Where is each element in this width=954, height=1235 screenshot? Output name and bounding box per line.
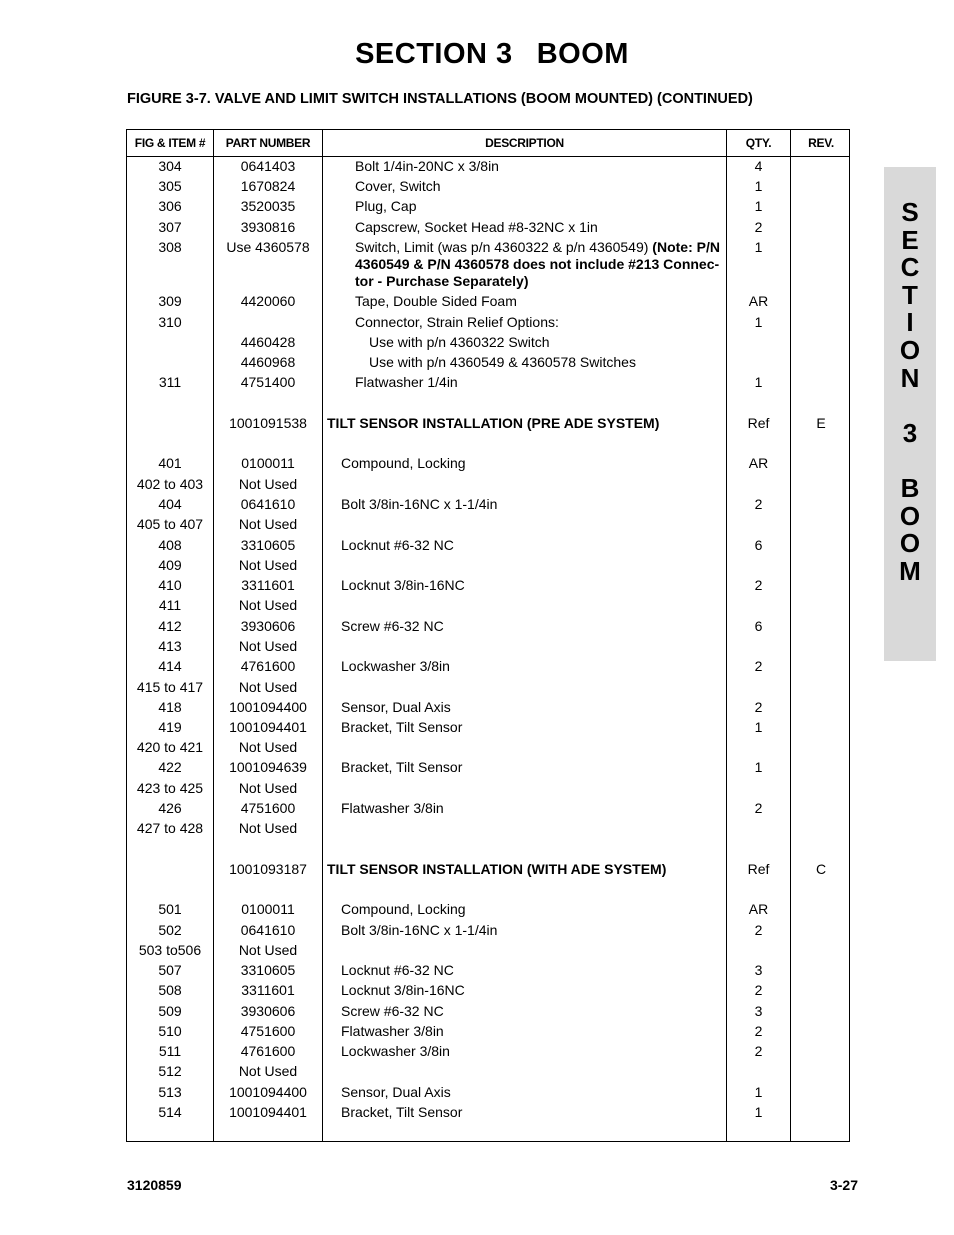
part-number-cell: 1001091538 (229, 415, 307, 431)
fig-item-cell: 309 (158, 293, 182, 309)
description-text: Use with p/n 4360322 Switch (369, 334, 550, 350)
fig-item-cell: 411 (158, 597, 182, 613)
description-cell (323, 1043, 723, 1060)
side-tab-letter: 3 (902, 417, 918, 448)
fig-item-cell: 514 (158, 1104, 182, 1120)
description-cell (323, 455, 723, 472)
description-cell (323, 861, 723, 878)
part-number-cell: 0100011 (241, 901, 295, 917)
fig-item-cell: 304 (158, 158, 182, 174)
header-qty: QTY. (745, 136, 772, 150)
part-number-cell: 4761600 (240, 658, 296, 674)
qty-cell: 1 (754, 239, 763, 255)
description-text: Cover, Switch (355, 178, 441, 194)
description-text: TILT SENSOR INSTALLATION (PRE ADE SYSTEM) (327, 415, 660, 431)
description-cell (323, 759, 723, 776)
description-cell (323, 658, 723, 675)
section-title (0, 38, 954, 71)
fig-item-cell: 512 (158, 1063, 182, 1079)
part-number-cell: Not Used (238, 638, 298, 654)
description-cell (323, 496, 723, 513)
fig-item-cell: 310 (158, 314, 182, 330)
part-number-cell: 4420060 (240, 293, 296, 309)
section-subject: BOOM (536, 38, 629, 70)
part-number-cell: Not Used (238, 557, 298, 573)
header-part-number: PART NUMBER (225, 136, 311, 150)
part-number-cell: Not Used (238, 739, 298, 755)
fig-item-cell: 502 (158, 922, 182, 938)
fig-item-cell: 412 (158, 618, 182, 634)
side-tab-letter: O (899, 528, 921, 559)
side-tab-letter: O (899, 500, 921, 531)
description-text: TILT SENSOR INSTALLATION (WITH ADE SYSTEM) (327, 861, 667, 877)
side-tab-spacer (884, 447, 936, 475)
part-number-cell: 0641403 (240, 158, 296, 174)
fig-item-cell: 503 to506 (138, 942, 202, 958)
description-cell (323, 374, 723, 391)
part-number-cell: 4751600 (240, 1023, 296, 1039)
side-tab-letter: I (906, 307, 914, 338)
description-text: Compound, Locking (341, 901, 466, 917)
side-tab-letter: S (901, 197, 919, 227)
fig-item-cell: 413 (158, 638, 182, 654)
fig-item-cell: 420 to 421 (136, 739, 204, 755)
qty-cell: 2 (754, 658, 763, 674)
part-number-cell: Use 4360578 (226, 239, 310, 255)
fig-item-cell: 501 (158, 901, 182, 917)
fig-item-cell: 513 (158, 1084, 182, 1100)
description-text: Bolt 3/8in-16NC x 1-1/4in (341, 496, 498, 512)
part-number-cell: Not Used (238, 476, 298, 492)
part-number-cell: 0641610 (240, 922, 296, 938)
part-number-cell: 3930816 (240, 219, 296, 235)
description-text: Bracket, Tilt Sensor (341, 1104, 463, 1120)
side-tab-spacer (884, 392, 936, 420)
side-tab-letter: C (900, 252, 920, 283)
description-text: Plug, Cap (355, 198, 417, 214)
description-text: Flatwasher 3/8in (341, 800, 444, 816)
qty-cell: 2 (754, 219, 763, 235)
column-divider (790, 130, 791, 1141)
description-cell (323, 198, 723, 215)
qty-cell: 2 (754, 922, 763, 938)
part-number-cell: 3520035 (240, 198, 296, 214)
header-rev: REV. (808, 136, 834, 150)
description-text: Connector, Strain Relief Options: (355, 314, 559, 330)
description-text: Lockwasher 3/8in (341, 658, 450, 674)
fig-item-cell: 507 (158, 962, 182, 978)
description-text: Locknut 3/8in-16NC (341, 982, 465, 998)
fig-item-cell: 418 (158, 699, 182, 715)
description-text: Switch, Limit (was p/n 4360322 & p/n 4360549) (355, 239, 653, 255)
fig-item-cell: 426 (158, 800, 182, 816)
description-cell (323, 415, 723, 432)
qty-cell: 2 (754, 1023, 763, 1039)
part-number-cell: Not Used (238, 597, 298, 613)
fig-item-cell: 509 (158, 1003, 182, 1019)
part-number-cell: 1001094400 (229, 1084, 307, 1100)
description-text: Bolt 3/8in-16NC x 1-1/4in (341, 922, 498, 938)
description-text: Locknut #6-32 NC (341, 537, 454, 553)
fig-item-cell: 311 (158, 374, 182, 390)
description-text: Bolt 1/4in-20NC x 3/8in (355, 158, 499, 174)
description-cell (323, 293, 723, 310)
qty-cell: 2 (754, 577, 763, 593)
description-text: Locknut #6-32 NC (341, 962, 454, 978)
fig-item-cell: 405 to 407 (136, 516, 204, 532)
fig-item-cell: 402 to 403 (136, 476, 204, 492)
description-cell (323, 354, 723, 371)
part-number-cell: 1001094639 (229, 759, 307, 775)
fig-item-cell: 427 to 428 (136, 820, 204, 836)
description-cell (323, 922, 723, 939)
part-number-cell: 4751600 (240, 800, 296, 816)
fig-item-cell: 307 (158, 219, 182, 235)
description-cell (323, 334, 723, 351)
fig-item-cell: 414 (158, 658, 182, 674)
description-cell (323, 314, 723, 331)
part-number-cell: 3310605 (240, 537, 296, 553)
description-text: Bracket, Tilt Sensor (341, 719, 463, 735)
qty-cell: 1 (754, 719, 763, 735)
header-description: DESCRIPTION (485, 136, 564, 150)
header-fig-item: FIG & ITEM # (134, 136, 206, 150)
qty-cell: AR (748, 455, 769, 471)
qty-cell: 4 (754, 158, 763, 174)
description-text: Locknut 3/8in-16NC (341, 577, 465, 593)
section-number: SECTION 3 (355, 38, 513, 70)
qty-cell: 1 (754, 1104, 763, 1120)
qty-cell: 2 (754, 800, 763, 816)
header-divider (127, 156, 849, 157)
part-number-cell: Not Used (238, 820, 298, 836)
page-number: 3-27 (829, 1177, 858, 1193)
fig-item-cell: 511 (158, 1043, 182, 1059)
fig-item-cell: 510 (158, 1023, 182, 1039)
part-number-cell: 0641610 (240, 496, 296, 512)
side-tab-letter: M (899, 555, 921, 586)
fig-item-cell: 423 to 425 (136, 780, 204, 796)
part-number-cell: Not Used (238, 679, 298, 695)
description-text: Bracket, Tilt Sensor (341, 759, 463, 775)
qty-cell: 2 (754, 982, 763, 998)
description-cell (323, 158, 723, 175)
description-text: Capscrew, Socket Head #8-32NC x 1in (355, 219, 598, 235)
section-side-tab (884, 167, 936, 661)
part-number-cell: 4460428 (240, 334, 296, 350)
qty-cell: 1 (754, 314, 763, 330)
qty-cell: 1 (754, 178, 763, 194)
parts-table (126, 129, 850, 1142)
fig-item-cell: 305 (158, 178, 182, 194)
description-text: Screw #6-32 NC (341, 618, 444, 634)
doc-number: 3120859 (127, 1177, 182, 1193)
qty-cell: 1 (754, 1084, 763, 1100)
qty-cell: Ref (747, 861, 770, 877)
description-cell (323, 1023, 723, 1040)
qty-cell: AR (748, 901, 769, 917)
description-cell (323, 982, 723, 999)
side-tab-letter: B (900, 472, 920, 503)
description-cell (323, 577, 723, 594)
description-text: Sensor, Dual Axis (341, 1084, 451, 1100)
description-text: Flatwasher 1/4in (355, 374, 458, 390)
part-number-cell: Not Used (238, 516, 298, 532)
description-cell (323, 800, 723, 817)
part-number-cell: 1001094401 (229, 1104, 307, 1120)
description-text: Tape, Double Sided Foam (355, 293, 517, 309)
part-number-cell: 3311601 (241, 982, 295, 998)
description-cell (323, 219, 723, 236)
description-cell (323, 239, 723, 290)
qty-cell: 1 (754, 198, 763, 214)
description-cell (323, 1084, 723, 1101)
qty-cell: 2 (754, 699, 763, 715)
figure-title: FIGURE 3-7. VALVE AND LIMIT SWITCH INSTALLATIONS (BOOM MOUNTED) (CONTINUED) (127, 91, 753, 107)
description-text: Screw #6-32 NC (341, 1003, 444, 1019)
fig-item-cell: 508 (158, 982, 182, 998)
description-cell (323, 618, 723, 635)
description-cell (323, 901, 723, 918)
description-text: Compound, Locking (341, 455, 466, 471)
qty-cell: 2 (754, 496, 763, 512)
side-tab-letters (884, 199, 936, 585)
rev-cell: E (816, 415, 826, 431)
side-tab-letter: E (901, 224, 919, 255)
description-note: (Note: P/N 4360549 & P/N 4360578 does not include #213 Connec-tor - Purchase Separately) (355, 239, 720, 289)
part-number-cell: 1001094401 (229, 719, 307, 735)
qty-cell: Ref (747, 415, 770, 431)
description-cell (323, 962, 723, 979)
part-number-cell: 1670824 (240, 178, 296, 194)
fig-item-cell: 409 (158, 557, 182, 573)
side-tab-letter: T (902, 279, 918, 310)
fig-item-cell: 308 (158, 239, 182, 255)
fig-item-cell: 410 (158, 577, 182, 593)
description-text: Sensor, Dual Axis (341, 699, 451, 715)
part-number-cell: 4751400 (240, 374, 296, 390)
qty-cell: 1 (754, 374, 763, 390)
description-cell (323, 699, 723, 716)
part-number-cell: 4460968 (240, 354, 296, 370)
part-number-cell: Not Used (238, 1063, 298, 1079)
part-number-cell: 1001093187 (229, 861, 307, 877)
description-text: Lockwasher 3/8in (341, 1043, 450, 1059)
part-number-cell: 1001094400 (229, 699, 307, 715)
part-number-cell: Not Used (238, 942, 298, 958)
part-number-cell: 3930606 (240, 618, 296, 634)
fig-item-cell: 422 (158, 759, 182, 775)
description-cell (323, 1003, 723, 1020)
description-cell (323, 1104, 723, 1121)
part-number-cell: 4761600 (240, 1043, 296, 1059)
part-number-cell: 0100011 (241, 455, 295, 471)
part-number-cell: 3311601 (241, 577, 295, 593)
qty-cell: 6 (754, 618, 763, 634)
description-text: Flatwasher 3/8in (341, 1023, 444, 1039)
side-tab-letter: N (900, 362, 920, 393)
fig-item-cell: 401 (158, 455, 182, 471)
description-cell (323, 537, 723, 554)
qty-cell: 2 (754, 1043, 763, 1059)
description-cell (323, 719, 723, 736)
fig-item-cell: 408 (158, 537, 182, 553)
fig-item-cell: 306 (158, 198, 182, 214)
side-tab-letter: O (899, 334, 921, 365)
qty-cell: AR (748, 293, 769, 309)
part-number-cell: Not Used (238, 780, 298, 796)
description-text: Use with p/n 4360549 & 4360578 Switches (369, 354, 636, 370)
part-number-cell: 3310605 (240, 962, 296, 978)
part-number-cell: 3930606 (240, 1003, 296, 1019)
fig-item-cell: 404 (158, 496, 182, 512)
qty-cell: 3 (754, 1003, 763, 1019)
rev-cell: C (815, 861, 827, 877)
fig-item-cell: 415 to 417 (136, 679, 204, 695)
qty-cell: 6 (754, 537, 763, 553)
qty-cell: 1 (754, 759, 763, 775)
description-cell (323, 178, 723, 195)
fig-item-cell: 419 (158, 719, 182, 735)
qty-cell: 3 (754, 962, 763, 978)
